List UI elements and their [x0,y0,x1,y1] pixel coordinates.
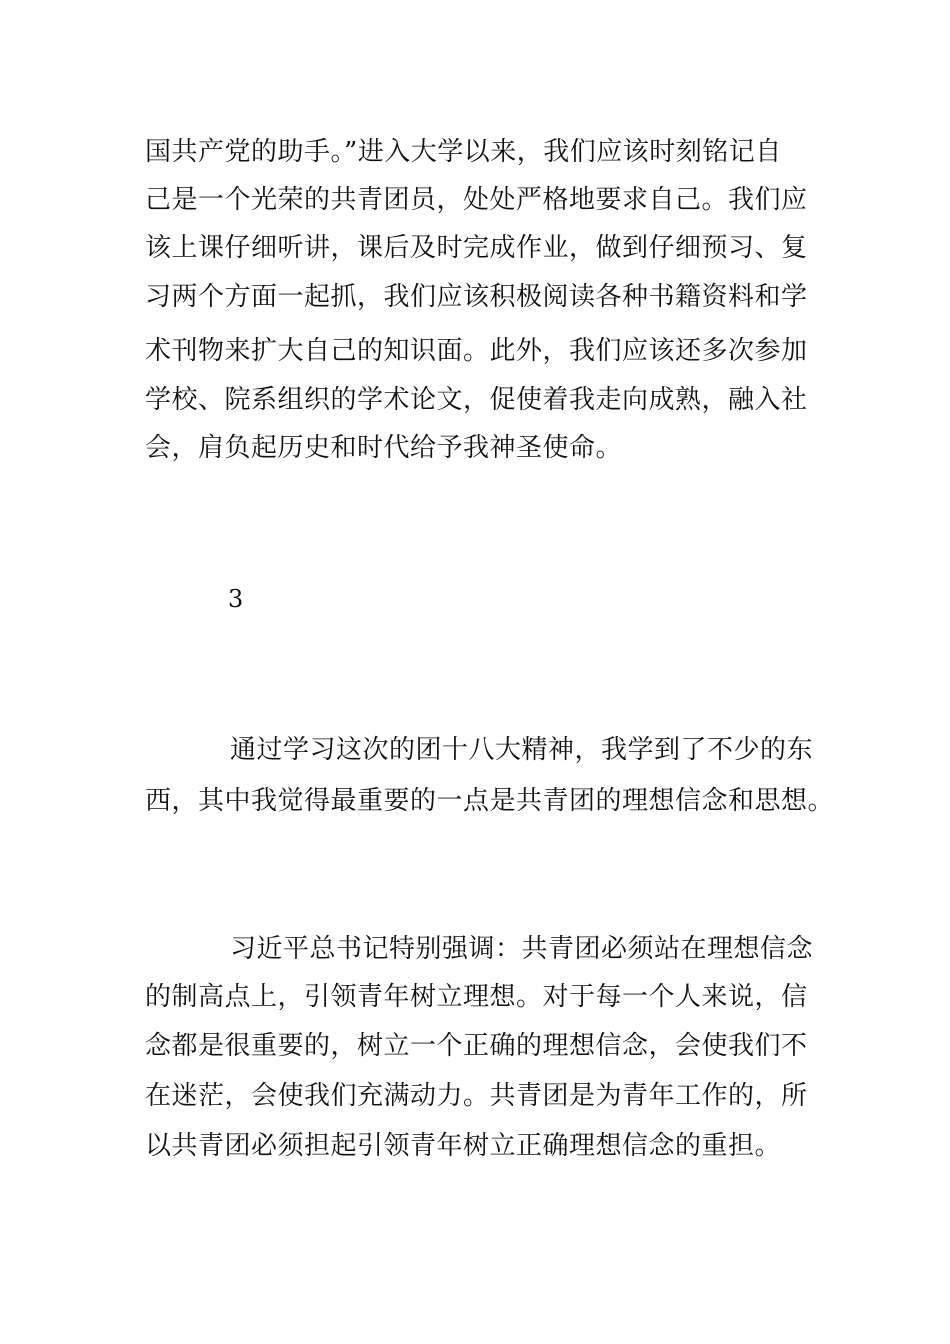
paragraph-line: 国共产党的助手。”进入大学以来，我们应该时刻铭记自 [145,137,782,167]
paragraph-line: 通过学习这次的团十八大精神，我学到了不少的东 [230,735,814,765]
paragraph-line: 习近平总书记特别强调：共青团必须站在理想信念 [230,934,814,964]
paragraph-line: 西，其中我觉得最重要的一点是共青团的理想信念和思想。 [145,786,835,816]
paragraph-line: 该上课仔细听讲，课后及时完成作业，做到仔细预习、复 [145,233,808,263]
paragraph-line: 念都是很重要的，树立一个正确的理想信念，会使我们不 [145,1031,808,1061]
paragraph-line: 在迷茫，会使我们充满动力。共青团是为青年工作的，所 [145,1081,808,1111]
section-number: 3 [228,585,244,613]
paragraph-line: 术刊物来扩大自己的知识面。此外，我们应该还多次参加 [145,336,808,366]
paragraph-line: 学校、院系组织的学术论文，促使着我走向成熟，融入社 [145,385,808,415]
paragraph-line: 以共青团必须担起引领青年树立正确理想信念的重担。 [145,1131,782,1161]
paragraph-line: 会，肩负起历史和时代给予我神圣使命。 [145,433,623,463]
paragraph-line: 己是一个光荣的共青团员，处处严格地要求自己。我们应 [145,185,808,215]
paragraph-line: 的制高点上，引领青年树立理想。对于每一个人来说，信 [145,982,808,1012]
paragraph-line: 习两个方面一起抓，我们应该积极阅读各种书籍资料和学 [145,282,808,312]
